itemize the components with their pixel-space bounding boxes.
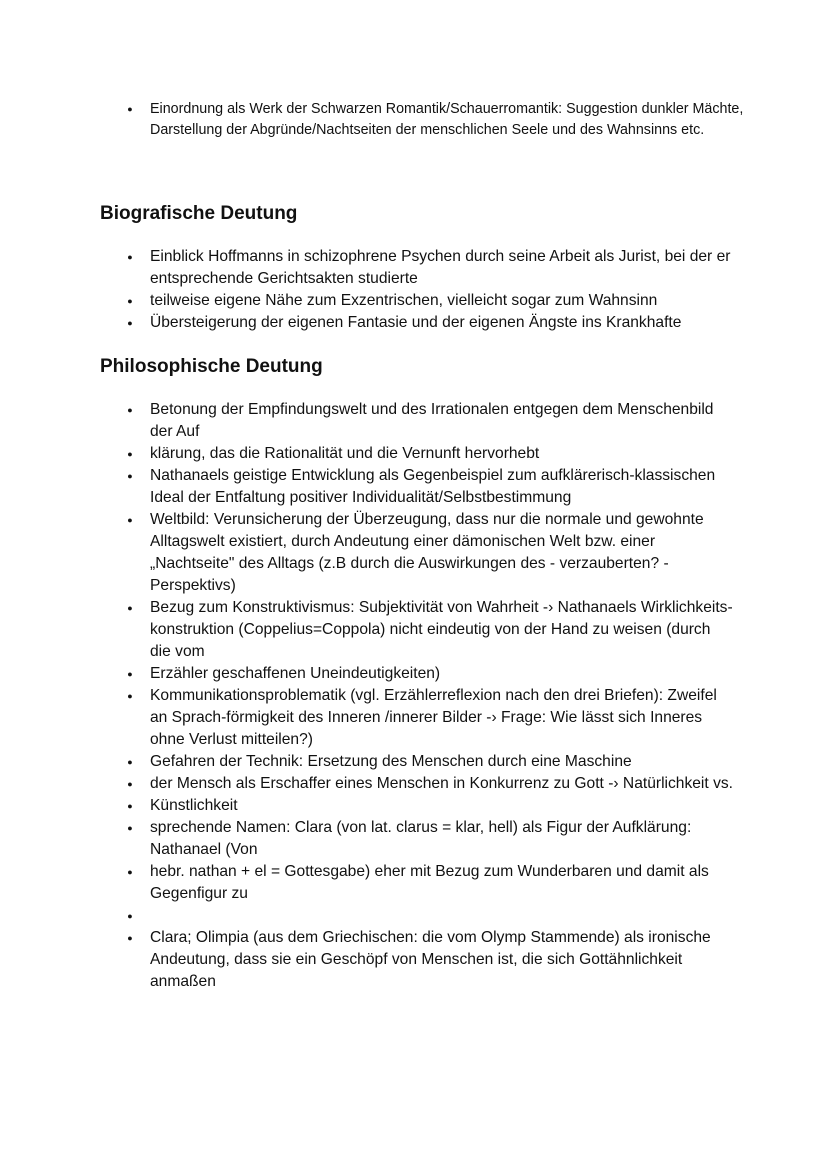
bullet-icon (124, 795, 136, 817)
list-item (124, 905, 734, 927)
list-item-text: klärung, das die Rationalität und die Vernunft hervorhebt (150, 445, 540, 462)
bullet-icon (124, 773, 136, 795)
list-item (124, 597, 734, 663)
list-item-text: Einblick Hoffmanns in schizophrene Psychen durch seine Arbeit als Jurist, bei der er entsprechende Gerichtsakten studierte (150, 248, 731, 287)
bullet-icon (124, 312, 136, 334)
list-item (124, 685, 734, 751)
list-item (124, 399, 734, 443)
bullet-list (124, 246, 734, 334)
section-biografische-deutung (100, 201, 760, 334)
list-item (124, 246, 734, 290)
list-item-text: der Mensch als Erschaffer eines Menschen in Konkurrenz zu Gott -› Natürlichkeit vs. (150, 775, 733, 792)
bullet-icon (124, 465, 136, 487)
list-item-text: Übersteigerung der eigenen Fantasie und der eigenen Ängste ins Krankhafte (150, 314, 682, 331)
list-item (124, 927, 734, 993)
bullet-icon (124, 905, 136, 927)
list-item-text: Kommunikationsproblematik (vgl. Erzählerreflexion nach den drei Briefen): Zweifel an Sprach-förmigkeit des Inneren /innerer Bilder -› Frage: Wie lässt sich Inneres ohne Verlust mitteilen?) (150, 687, 717, 748)
list-item-text: hebr. nathan + el = Gottesgabe) eher mit Bezug zum Wunderbaren und damit als Gegenfigur zu (150, 863, 709, 902)
bullet-icon (124, 927, 136, 949)
bullet-icon (124, 597, 136, 619)
bullet-icon (124, 509, 136, 531)
bullet-icon (124, 399, 136, 421)
list-item-text: Betonung der Empfindungswelt und des Irrationalen entgegen dem Menschenbild der Auf (150, 401, 714, 440)
list-item (124, 751, 734, 773)
section-heading: Philosophische Deutung (100, 356, 323, 377)
list-item (124, 99, 744, 141)
list-item (124, 509, 734, 597)
bullet-icon (124, 663, 136, 685)
list-item (124, 663, 734, 685)
list-item-text: Nathanaels geistige Entwicklung als Gegenbeispiel zum aufklärerisch-klassischen Ideal der Entfaltung positiver Individualität/Selbstbestimmung (150, 467, 716, 506)
bullet-icon (124, 443, 136, 465)
bullet-icon (124, 290, 136, 312)
intro-bullet-list (124, 99, 744, 141)
section-philosophische-deutung (100, 354, 760, 993)
list-item-text: Gefahren der Technik: Ersetzung des Menschen durch eine Maschine (150, 753, 632, 770)
list-item-text: Künstlichkeit (150, 797, 238, 814)
bullet-icon (124, 751, 136, 773)
section-heading: Biografische Deutung (100, 203, 298, 224)
bullet-icon (124, 99, 136, 120)
list-item (124, 773, 734, 795)
list-item-text: teilweise eigene Nähe zum Exzentrischen, vielleicht sogar zum Wahnsinn (150, 292, 658, 309)
list-item-text: Erzähler geschaffenen Uneindeutigkeiten) (150, 665, 441, 682)
bullet-list (124, 399, 734, 993)
list-item-text (150, 907, 154, 924)
list-item (124, 795, 734, 817)
bullet-icon (124, 246, 136, 268)
list-item-text: Einordnung als Werk der Schwarzen Romantik/Schauerromantik: Suggestion dunkler Mächte, Darstellung der Abgründe/Nachtseiten der menschlichen Seele und des Wahnsinns etc. (150, 101, 744, 138)
bullet-icon (124, 861, 136, 883)
list-item (124, 861, 734, 905)
list-item (124, 465, 734, 509)
list-item (124, 443, 734, 465)
list-item-text: sprechende Namen: Clara (von lat. clarus = klar, hell) als Figur der Aufklärung: Nathanael (Von (150, 819, 692, 858)
list-item-text: Bezug zum Konstruktivismus: Subjektivität von Wahrheit -› Nathanaels Wirklichkeits-konstruktion (Coppelius=Coppola) nicht eindeutig von der Hand zu weisen (durch die vom (150, 599, 733, 660)
list-item (124, 290, 734, 312)
list-item-text: Clara; Olimpia (aus dem Griechischen: die vom Olymp Stammende) als ironische Andeutung, dass sie ein Geschöpf von Menschen ist, die sich Gottähnlichkeit anmaßen (150, 929, 711, 990)
bullet-icon (124, 685, 136, 707)
list-item-text: Weltbild: Verunsicherung der Überzeugung, dass nur die normale und gewohnte Alltagswelt existiert, durch Andeutung einer dämonischen Welt bzw. einer „Nachtseite" des Alltags (z.B durch die Auswirkungen des - verzauberten? - Perspektivs) (150, 511, 704, 594)
bullet-icon (124, 817, 136, 839)
list-item (124, 312, 734, 334)
list-item (124, 817, 734, 861)
